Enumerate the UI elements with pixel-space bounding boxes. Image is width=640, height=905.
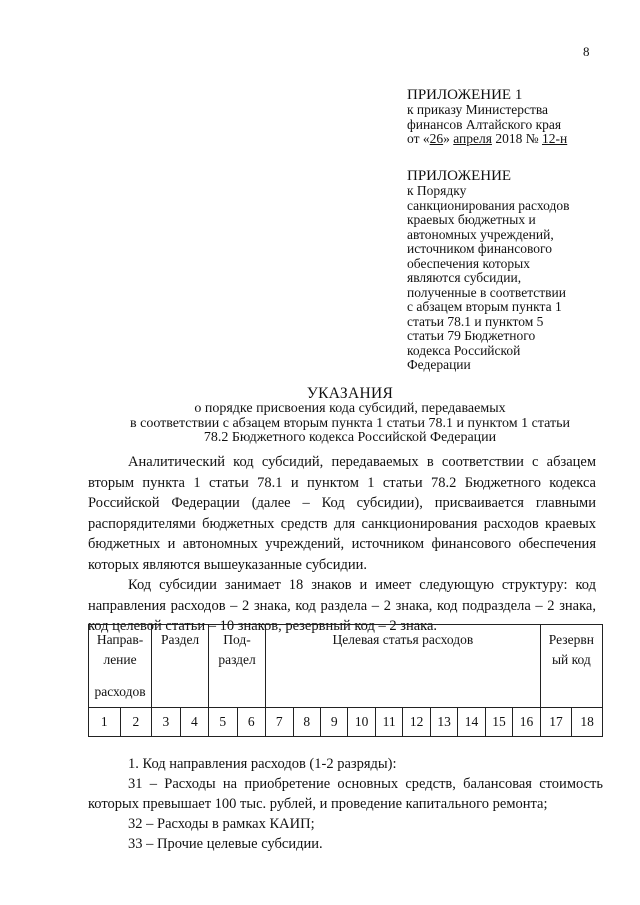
appendix-2-line: обеспечения которых [407, 255, 530, 271]
document-heading [60, 385, 640, 446]
heading-line: в соответствии с абзацем вторым пункта 1 статьи 78.1 и пунктом 1 статьи [130, 415, 570, 431]
digit-cell: 9 [320, 708, 347, 737]
digit-cell: 17 [540, 708, 572, 737]
digit-cell: 12 [403, 708, 430, 737]
digit-cell: 11 [375, 708, 402, 737]
appendix-1-date: от «26» апреля 2018 № 12-н [407, 131, 568, 146]
appendix-1-line: к приказу Министерства [407, 102, 549, 117]
digit-cell: 1 [89, 708, 121, 737]
order-day: 26 [429, 131, 444, 146]
header-section: Раздел [152, 625, 209, 708]
order-month: апреля [453, 131, 492, 146]
appendix-2-block [407, 168, 607, 373]
appendix-2-line: полученные в соответствии [407, 284, 566, 300]
appendix-2-title: ПРИЛОЖЕНИЕ [407, 168, 512, 184]
digit-cell: 14 [458, 708, 485, 737]
appendix-2-line: статьи 78.1 и пунктом 5 [407, 313, 544, 329]
appendix-1-block [407, 87, 607, 147]
table-digits-row [89, 708, 603, 737]
digit-cell: 2 [120, 708, 152, 737]
header-reserve: Резервн ый код [540, 625, 602, 708]
digit-cell: 3 [152, 708, 180, 737]
appendix-2-line: к Порядку [407, 183, 467, 198]
appendix-2-line: статьи 79 Бюджетного [407, 328, 536, 343]
appendix-1-line: финансов Алтайского края [407, 116, 562, 132]
header-subsection: Под- раздел [209, 625, 266, 708]
page-number: 8 [583, 44, 590, 59]
heading-title: УКАЗАНИЯ [306, 385, 394, 402]
header-target-article: Целевая статья расходов [266, 625, 541, 708]
appendix-2-line: кодекса Российской [407, 342, 521, 358]
appendix-2-line: являются субсидии, [407, 270, 522, 285]
appendix-2-line: с абзацем вторым пункта 1 [407, 299, 562, 314]
digit-cell: 7 [266, 708, 293, 737]
heading-line: 78.2 Бюджетного кодекса Российской Федерации [203, 430, 497, 445]
appendix-2-line: санкционирования расходов [407, 197, 570, 213]
appendix-2-line: Федерации [407, 357, 471, 372]
heading-line: о порядке присвоения кода субсидий, передаваемых [194, 401, 506, 416]
digit-cell: 10 [348, 708, 375, 737]
digit-cell: 8 [293, 708, 320, 737]
list-item: 33 – Прочие целевые субсидии. [128, 836, 323, 852]
body-text [88, 452, 596, 637]
paragraph: Код субсидии занимает 18 знаков и имеет следующую структуру: код направления расходов – 2 знака, код раздела – 2 знака, код подраздела – 2 знака, код целевой статьи – 10 знаков, резервный код – 2 знака. [88, 577, 596, 634]
direction-codes-list [88, 754, 603, 854]
digit-cell: 13 [430, 708, 457, 737]
code-structure-table [88, 624, 603, 737]
appendix-2-line: источником финансового [407, 241, 552, 256]
paragraph: Аналитический код субсидий, передаваемых в соответствии с абзацем вторым пункта 1 статьи 78.1 и пунктом 1 статьи 78.2 Бюджетного кодекса Российской Федерации (далее – Код субсидии), присваивается главными распорядителями бюджетных средств для санкционирования расходов краевых бюджетных и автономных учреждений, источником финансового обеспечения которых являются вышеуказанные субсидии. [88, 454, 596, 573]
digit-cell: 16 [513, 708, 540, 737]
digit-cell: 15 [485, 708, 512, 737]
order-number: 12-н [541, 131, 568, 146]
list-heading: 1. Код направления расходов (1-2 разряды): [128, 756, 397, 772]
list-item: 31 – Расходы на приобретение основных средств, балансовая стоимость которых превышает 100 тыс. рублей, и проведение капитального ремонта; [88, 776, 603, 812]
header-direction: Направ- ление расходов [89, 625, 152, 708]
digit-cell: 4 [180, 708, 208, 737]
appendix-2-line: краевых бюджетных и [407, 212, 536, 227]
digit-cell: 6 [237, 708, 265, 737]
digit-cell: 18 [572, 708, 603, 737]
digit-cell: 5 [209, 708, 237, 737]
appendix-1-title: ПРИЛОЖЕНИЕ 1 [407, 87, 523, 103]
list-item: 32 – Расходы в рамках КАИП; [128, 816, 315, 832]
appendix-2-line: автономных учреждений, [407, 226, 554, 242]
table-header-row [89, 625, 603, 708]
